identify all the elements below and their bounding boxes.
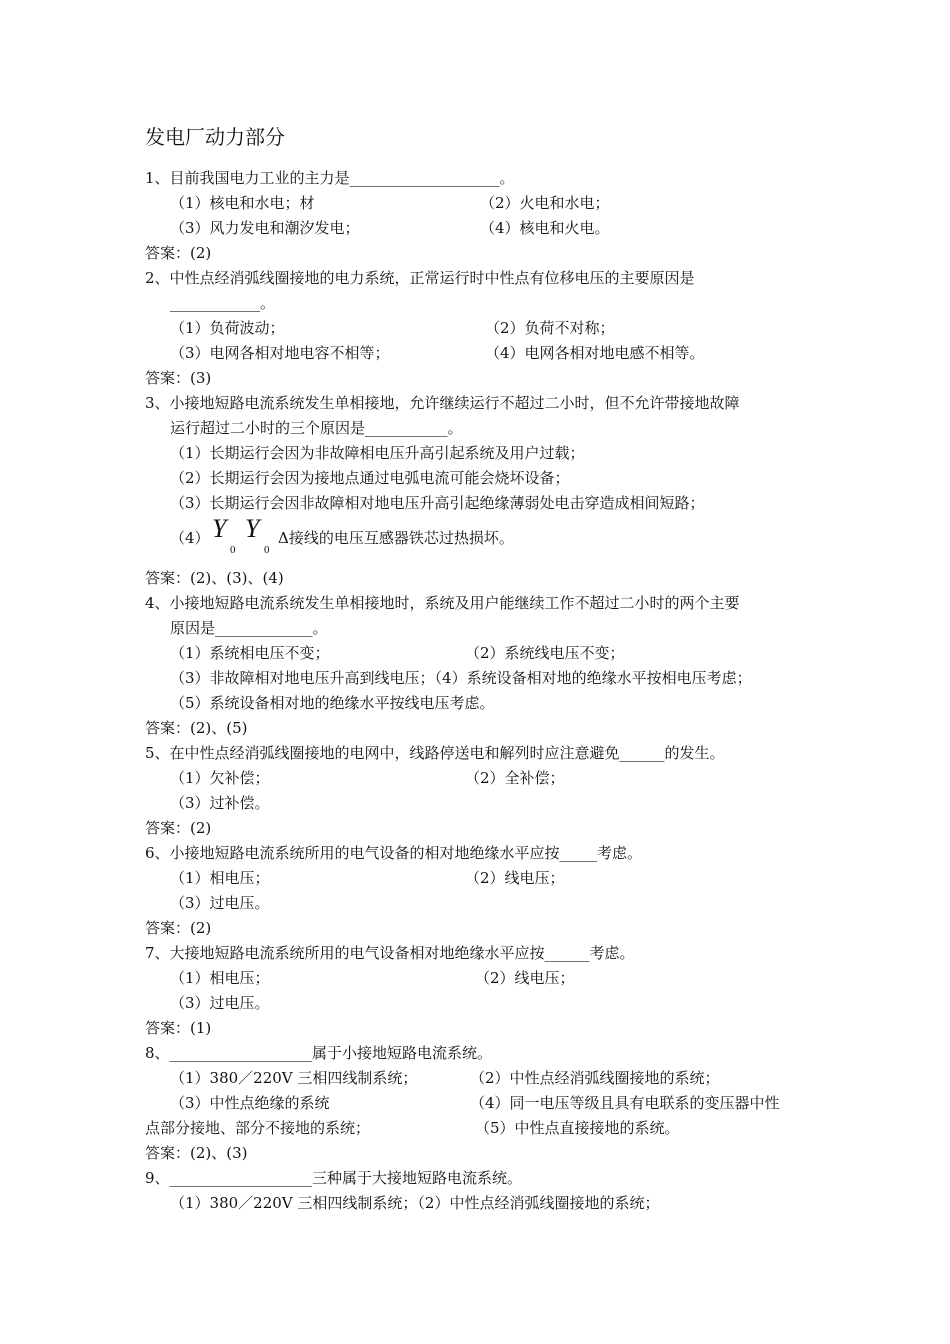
question-3-stem-cont: 运行超过二小时的三个原因是___________。 — [170, 419, 463, 437]
question-4-option-5: （5）系统设备相对地的绝缘水平按线电压考虑。 — [170, 694, 495, 712]
question-8-option-4: （4）同一电压等级且具有电联系的变压器中性 — [470, 1094, 780, 1112]
question-9-stem: 9、___________________三种属于大接地短路电流系统。 — [145, 1169, 523, 1187]
formula-subscript: 0 — [264, 544, 270, 556]
question-5-answer: 答案：(2) — [145, 819, 212, 837]
question-4-option-2: （2）系统线电压不变； — [465, 644, 625, 662]
question-1-option-3: （3）风力发电和潮汐发电； — [170, 219, 360, 237]
question-8-option-5: （5）中性点直接接地的系统。 — [475, 1119, 680, 1137]
question-2-option-3: （3）电网各相对地电容不相等； — [170, 344, 390, 362]
question-8-option-2: （2）中性点经消弧线圈接地的系统； — [470, 1069, 720, 1087]
question-3-option-3: （3）长期运行会因非故障相对地电压升高引起绝缘薄弱处电击穿造成相间短路； — [170, 494, 705, 512]
question-6-answer: 答案：(2) — [145, 919, 212, 937]
question-5-option-2: （2）全补偿； — [465, 769, 565, 787]
question-7-option-3: （3）过电压。 — [170, 994, 270, 1012]
question-1-answer: 答案：(2) — [145, 244, 212, 262]
question-2-answer: 答案：(3) — [145, 369, 212, 387]
formula-y-symbol: Y — [212, 514, 227, 543]
question-4-answer: 答案：(2)、(5) — [145, 719, 248, 737]
question-3-option-1: （1）长期运行会因为非故障相电压升高引起系统及用户过载； — [170, 444, 585, 462]
question-3-option-4-text: Δ接线的电压互感器铁芯过热损坏。 — [278, 529, 514, 547]
question-8-option-4-cont: 点部分接地、部分不接地的系统； — [145, 1119, 371, 1137]
question-8-stem: 8、___________________属于小接地短路电流系统。 — [145, 1044, 493, 1062]
question-2-option-1: （1）负荷波动； — [170, 319, 285, 337]
question-4-option-3-4: （3）非故障相对地电压升高到线电压；（4）系统设备相对地的绝缘水平按相电压考虑； — [170, 669, 752, 687]
question-2-stem: 2、中性点经消弧线圈接地的电力系统，正常运行时中性点有位移电压的主要原因是 — [145, 269, 695, 287]
question-9-option-1-2: （1）380／220V 三相四线制系统；（2）中性点经消弧线圈接地的系统； — [170, 1194, 660, 1212]
question-7-option-1: （1）相电压； — [170, 969, 270, 987]
question-7-option-2: （2）线电压； — [475, 969, 575, 987]
question-1-option-2: （2）火电和水电； — [480, 194, 610, 212]
question-4-stem: 4、小接地短路电流系统发生单相接地时，系统及用户能继续工作不超过二小时的两个主要 — [145, 594, 740, 612]
question-3-option-2: （2）长期运行会因为接地点通过电弧电流可能会烧坏设备； — [170, 469, 570, 487]
question-1-option-4: （4）核电和火电。 — [480, 219, 610, 237]
question-8-option-1: （1）380／220V 三相四线制系统； — [170, 1069, 418, 1087]
formula-subscript: 0 — [230, 544, 236, 556]
question-3-option-4-prefix: （4） — [170, 529, 210, 547]
question-6-stem: 6、小接地短路电流系统所用的电气设备的相对地绝缘水平应按_____考虑。 — [145, 844, 643, 862]
question-1-stem: 1、目前我国电力工业的主力是____________________。 — [145, 169, 515, 187]
question-2-option-2: （2）负荷不对称； — [485, 319, 615, 337]
question-3-answer: 答案：(2)、(3)、(4) — [145, 569, 284, 587]
question-4-option-1: （1）系统相电压不变； — [170, 644, 330, 662]
question-4-stem-cont: 原因是_____________。 — [170, 619, 328, 637]
question-2-option-4: （4）电网各相对地电感不相等。 — [485, 344, 705, 362]
question-5-option-1: （1）欠补偿； — [170, 769, 270, 787]
page-title: 发电厂动力部分 — [145, 125, 285, 149]
question-1-option-1: （1）核电和水电；材 — [170, 194, 315, 212]
question-5-stem: 5、在中性点经消弧线圈接地的电网中，线路停送电和解列时应注意避免______的发生。 — [145, 744, 725, 762]
question-6-option-3: （3）过电压。 — [170, 894, 270, 912]
question-8-answer: 答案：(2)、(3) — [145, 1144, 248, 1162]
question-7-stem: 7、大接地短路电流系统所用的电气设备相对地绝缘水平应按______考虑。 — [145, 944, 635, 962]
formula-y-symbol: Y — [245, 514, 260, 543]
question-5-option-3: （3）过补偿。 — [170, 794, 270, 812]
question-7-answer: 答案：(1) — [145, 1019, 212, 1037]
question-6-option-1: （1）相电压； — [170, 869, 270, 887]
question-2-stem-cont: ____________。 — [170, 294, 276, 312]
question-8-option-3: （3）中性点绝缘的系统 — [170, 1094, 330, 1112]
question-6-option-2: （2）线电压； — [465, 869, 565, 887]
question-3-stem: 3、小接地短路电流系统发生单相接地，允许继续运行不超过二小时，但不允许带接地故障 — [145, 394, 740, 412]
